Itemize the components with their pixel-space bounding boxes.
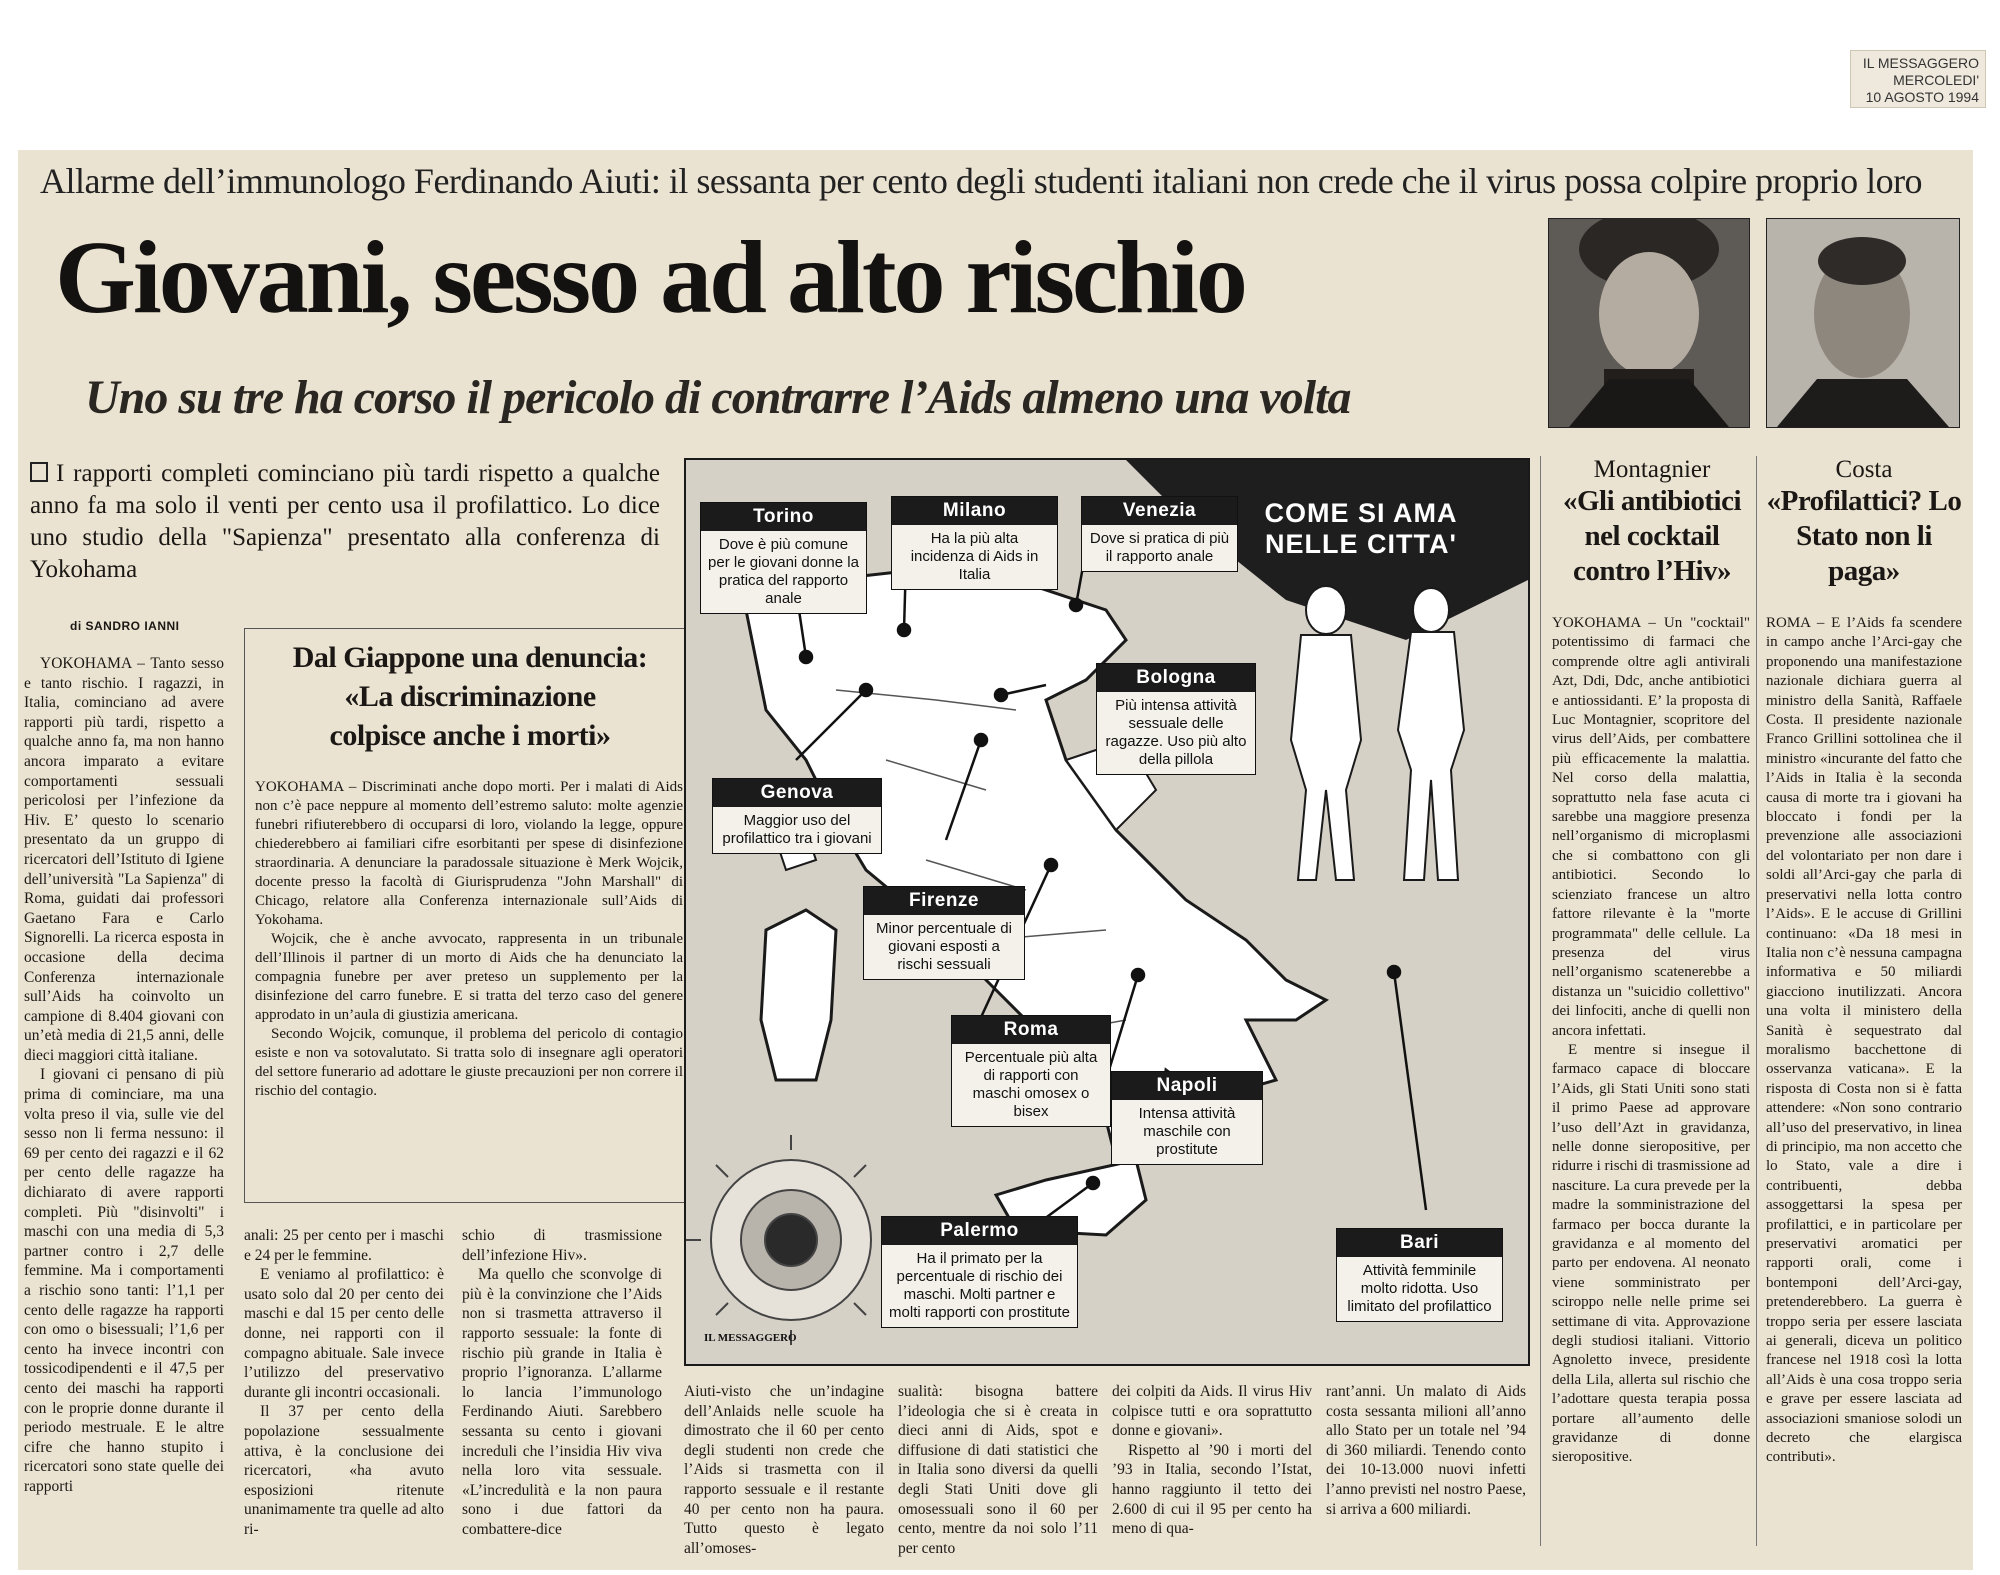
article-column-3 bbox=[462, 1226, 662, 1540]
sidebar-headline: Dal Giappone una denuncia: «La discriminazione colpisce anche i morti» bbox=[292, 641, 648, 752]
paragraph: Il 37 per cento della popolazione sessualmente attiva, è la conclusione dei ricercatori, «ha avuto esposizioni ritenute unanimamente tra quelle ad alto ri- bbox=[244, 1403, 444, 1538]
paragraph: Secondo Wojcik, comunque, il problema del pericolo di contagio esiste e non va sotovalutato. Si tratta solo di insegnare agli operatori del settore funerario ad adottare le giuste precauzioni per non correre il rischio del contagio. bbox=[255, 1026, 683, 1099]
stamp-paper: IL MESSAGGERO bbox=[1862, 55, 1979, 71]
map-credit-logo: IL MESSAGGERO bbox=[704, 1332, 797, 1344]
city-callout-milano: Milano Ha la più alta incidenza di Aids in Italia bbox=[891, 496, 1058, 590]
city-callout-genova: Genova Maggior uso del profilattico tra i giovani bbox=[712, 778, 882, 854]
byline: di SANDRO IANNI bbox=[70, 619, 180, 633]
paragraph: ROMA – E l’Aids fa scendere in campo anche l’Arci-gay che proponendo una manifestazione nazionale dichiara guerra al ministro della Sanità, Raffaele Costa. Il presidente nazionale Franco Grillini sottolinea che il ministro «incurante del fatto che l’Aids in Italia è la seconda causa di morte tra i giovani ha bloccato i fondi per la prevenzione alle associazioni del volontariato per non dare i soldi all’Arci-gay che parla di preservativi nella lotta contro l’Aids». E le accuse di Grillini continuano: «Da 18 mesi in Italia non c’è nessuna campagna informativa e 50 miliardi giacciono inutilizzati. Ancora una volta il ministero della Sanità è sequestrato dal moralismo bacchettone di osservanza vaticana». E la risposta di Costa non si è fatta attendere: «Non sono contrario all’uso del preservativo, in linea di principio, ma non accetto che lo Stato, vale a dire i contribuenti, debba assoggettarsi la spesa per profilattici, e in particolare per preservativi aromatici per rapporti orali, come i bontemponi dell’Arci-gay, pretenderebbero. La guerra è troppo seria per essere lasciata ai generali, diceva un politico francese nel 1918 così la lotta all’Aids è una cosa troppo seria e grave per essere lasciata ad associazioni smaniose solodi un decreto che elargisca contributi». bbox=[1766, 615, 1962, 1466]
paragraph: E mentre si insegue il farmaco capace di bloccare l’Aids, gli Stati Uniti sono stati il primo Paese ad approvare l’uso dell’Azt in gravidanza, nelle donne sieropositive, per ridurre i rischi di trasmissione ad nasciture. La cura prevede per la madre la somministrazione del farmaco per bocca durante la gravidanza e al momento del parto per endovena. Al neonato viene somministrato per sciroppo nelle nelle prime sei settimane di vita. Approvazione degli studiosi italiani. Vittorio Agnoletto invece, presidente della Lila, allerta sul rischio che l’adottare questa terapia possa portare all’aumento delle gravidanze di donne sieropositive. bbox=[1552, 1041, 1750, 1466]
montagnier-body bbox=[1552, 614, 1750, 1468]
subheadline: Uno su tre ha corso il pericolo di contrarre l’Aids almeno una volta bbox=[85, 371, 1351, 424]
interview-quote: «Profilattici? Lo Stato non li paga» bbox=[1766, 485, 1962, 587]
city-callout-bologna: Bologna Più intensa attività sessuale delle ragazze. Uso più alto della pillola bbox=[1096, 663, 1256, 775]
article-summary: I rapporti completi cominciano più tardi rispetto a qualche anno fa ma solo il venti per cento usa il profilattico. Lo dice uno studio della "Sapienza" presentato alla conferenza di Yokohama bbox=[30, 460, 660, 583]
sidebar-body bbox=[255, 778, 683, 1101]
city-callout-roma: Roma Percentuale più alta di rapporti con maschi omosex o bisex bbox=[951, 1015, 1111, 1127]
paragraph: sualità: bisogna battere l’ideologia che si è creata in dieci anni di Aids, spot e diffusione di dati statistici che in Italia sono diversi da quelli degli Stati Uniti dove gli omosessuali sono il 60 per cento, mentre da noi solo l’11 per cento bbox=[898, 1383, 1098, 1557]
paragraph: Ma quello che sconvolge di più è la convinzione che l’Aids non si trasmetta attraverso il rapporto sessuale: la fonte di rischio più grande in Italia è proprio l’ignoranza. L’allarme lo lancia l’immunologo Ferdinando Aiuti. Sarebbero sessanta su cento i giovani increduli che l’insidia Hiv viva nella loro vita sessuale. «L’incredulità e la non paura sono i due fattori da combattere-dice bbox=[462, 1266, 662, 1538]
city-callout-torino: Torino Dove è più comune per le giovani donne la pratica del rapporto anale bbox=[700, 502, 867, 614]
article-column-2 bbox=[244, 1226, 444, 1540]
paragraph: schio di trasmissione dell’infezione Hiv». bbox=[462, 1227, 662, 1264]
costa-head bbox=[1766, 456, 1962, 589]
city-callout-bari: Bari Attività femminile molto ridotta. Uso limitato del profilattico bbox=[1336, 1228, 1503, 1322]
city-callout-palermo: Palermo Ha il primato per la percentuale di rischio dei maschi. Molti partner e molti rapporti con prostitute bbox=[881, 1216, 1078, 1328]
paragraph: YOKOHAMA – Discriminati anche dopo morti. Per i malati di Aids non c’è pace neppure al momento dell’estremo saluto: molte agenzie funebri rifiuterebbero di occuparsi di loro, violando la legge, oppure chiederebbero ai familiari cifre esorbitanti per spese di disinfezione straordinaria. A denunciare la paradossale situazione è Merk Wojcik, docente presso la facoltà di Giurisprudenza "John Marshall" di Chicago, relatore alla Conferenza internazionale sull’Aids di Yokohama. bbox=[255, 779, 683, 928]
city-callout-venezia: Venezia Dove si pratica di più il rapporto anale bbox=[1081, 496, 1238, 572]
city-callout-napoli: Napoli Intensa attività maschile con prostitute bbox=[1111, 1071, 1263, 1165]
checkbox-bullet-icon bbox=[30, 462, 48, 482]
column-rule bbox=[1756, 456, 1757, 1546]
stamp-day: MERCOLEDI' bbox=[1893, 72, 1979, 88]
paragraph: rant’anni. Un malato di Aids costa sessanta milioni all’anno allo Stato per un totale nel ’94 di 360 miliardi. Tenendo conto dei 10-13.000 nuovi infetti l’anno previsti nel nostro Paese, si arriva a 600 miliardi. bbox=[1326, 1383, 1526, 1518]
city-callout-firenze: Firenze Minor percentuale di giovani esposti a rischi sessuali bbox=[863, 886, 1025, 980]
paragraph: YOKOHAMA – Un "cocktail" potentissimo di farmaci che comprende oltre agli antivirali Azt, Ddi, Ddc, anche antibiotici e antiossidanti. E’ la proposta di Luc Montagnier, scopritore del virus dell’Aids, per combattere più efficacemente la malattia. Nel corso della malattia, soprattutto nela fase acuta ci sarebbe una maggiore presenza nell’organismo di microplasmi che si combattono con gli antibiotici. Secondo lo scienziato francese un altro fattore rilevante è la "morte programmata" delle cellule. La presenza del virus nell’organismo scatenerebbe a distanza un "suicidio collettivo" dei linfociti, anche di quelli non ancora infettati. bbox=[1552, 615, 1750, 1039]
italy-map-infographic bbox=[684, 458, 1530, 1366]
column-rule bbox=[1540, 456, 1541, 1546]
paragraph: I giovani ci pensano di più prima di cominciare, ma una volta preso il via, sulle vie del sesso non li ferma nessuno: il 69 per cento dei ragazzi e il 62 per cento delle ragazze ha dichiarato di avere rapporti completi. Più "disinvolti" i maschi con una media di 5,3 partner contro i 2,7 delle femmine. Ma i comportamenti a rischio sono tanti: l’1,1 per cento delle ragazze ha rapporti con omo o bisessuali; l’1,6 per cento ha invece incontri con tossicodipendenti e il 47,5 per cento dei maschi ha rapporti con le proprie donne durante il periodo mestruale. E le altre cifre che hanno stupito i ricercatori sono state quelle dei rapporti bbox=[24, 1066, 224, 1495]
montagnier-head bbox=[1552, 456, 1752, 589]
paragraph: Wojcik, che è anche avvocato, rappresenta in un tribunale dell’Illinois il partner di un morto di Aids che ha denunciato la compagnia funebre per aver preteso un supplemento per la disinfezione del carro funebre. E si tratta del terzo caso del genere approdato in un’aula di giustizia americana. bbox=[255, 931, 683, 1023]
costa-body bbox=[1766, 614, 1962, 1468]
date-stamp bbox=[1850, 50, 1986, 108]
article-column-6 bbox=[1112, 1382, 1312, 1539]
kicker: Allarme dell’immunologo Ferdinando Aiuti: il sessanta per cento degli studenti italiani non crede che il virus possa colpire proprio loro bbox=[40, 161, 1923, 201]
portrait-photo-montagnier bbox=[1548, 218, 1750, 428]
portrait-photo-costa bbox=[1766, 218, 1960, 428]
interviewee-name: Costa bbox=[1835, 456, 1893, 483]
paragraph: YOKOHAMA – Tanto sesso e tanto rischio. I ragazzi, in Italia, cominciano ad avere rapporti più tardi, rispetto a qualche anno fa, ma non hanno ancora imparato a evitare comportamenti sessuali pericolosi per l’infezione da Hiv. E’ questo lo scenario presentato da un gruppo di ricercatori dell’Istituto di Igiene dell’università "La Sapienza" di Roma, guidati dai professori Gaetano Fara e Carlo Signorelli. La ricerca esposta in occasione della decima Conferenza internazionale sull’Aids ha coinvolto un campione di 8.404 giovani con un’età media di 21,5 anni, delle dieci maggiori città italiane. bbox=[24, 655, 224, 1064]
paragraph: Aiuti-visto che un’indagine dell’Anlaids nelle scuole ha dimostrato che il 60 per cento degli studenti non crede che l’Aids si trasmetta con il rapporto sessuale e il restante 40 per cento non ha paura. Tutto questo è legato all’omoses- bbox=[684, 1383, 884, 1557]
article-column-5 bbox=[898, 1382, 1098, 1558]
paragraph: E veniamo al profilattico: è usato solo dal 20 per cento dei maschi e dal 15 per cento delle donne, nei rapporti con il compagno abituale. Sale invece l’utilizzo del preservativo durante gli incontri occasionali. bbox=[244, 1266, 444, 1401]
article-column-4 bbox=[684, 1382, 884, 1558]
article-column-7 bbox=[1326, 1382, 1526, 1519]
headline: Giovani, sesso ad alto rischio bbox=[55, 220, 1245, 335]
paragraph: dei colpiti da Aids. Il virus Hiv colpisce tutti e ora soprattutto donne e giovani». bbox=[1112, 1383, 1312, 1440]
article-column-1 bbox=[24, 654, 224, 1497]
paragraph: anali: 25 per cento per i maschi e 24 per le femmine. bbox=[244, 1227, 444, 1264]
paragraph: Rispetto al ’90 i morti del ’93 in Italia, secondo l’Istat, hanno raggiunto il tetto dei 2.600 di cui il 95 per cento ha meno di qua- bbox=[1112, 1441, 1312, 1538]
interviewee-name: Montagnier bbox=[1593, 456, 1711, 483]
stamp-date: 10 AGOSTO 1994 bbox=[1865, 89, 1979, 105]
interview-quote: «Gli antibiotici nel cocktail contro l’Hiv» bbox=[1562, 485, 1742, 587]
map-title: COME SI AMA NELLE CITTA' bbox=[1264, 498, 1458, 559]
